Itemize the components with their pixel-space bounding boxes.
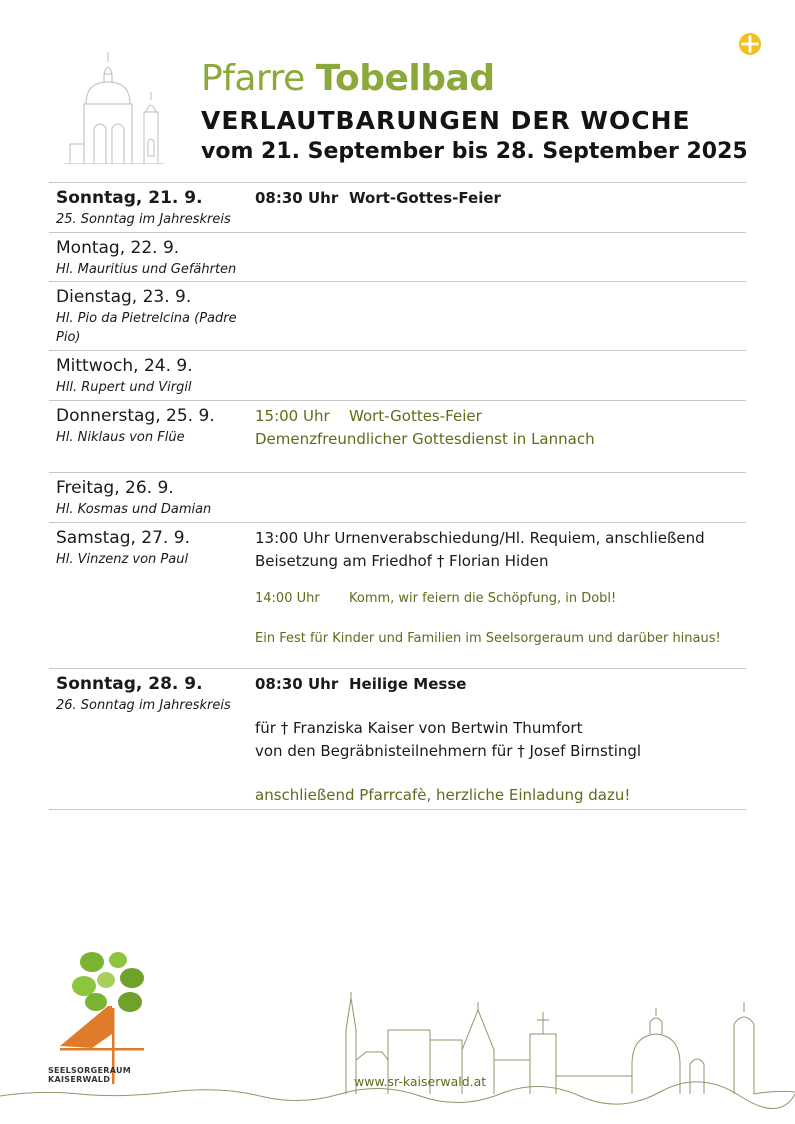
event-line xyxy=(255,187,745,210)
day-row-monday-22 xyxy=(49,233,746,282)
event-title: Heilige Messe xyxy=(349,675,467,693)
parish-name: Tobelbad xyxy=(315,58,495,99)
feast-name: 25. Sonntag im Jahreskreis xyxy=(56,212,231,227)
title-block xyxy=(201,58,748,164)
event-title: Komm, wir feiern die Schöpfung, in Dobl! xyxy=(349,591,617,606)
feast-name: Hll. Rupert und Virgil xyxy=(56,380,192,395)
diocese-cross-logo-icon xyxy=(739,33,761,55)
feast-name: Hl. Pio da Pietrelcina (Padre Pio) xyxy=(56,311,237,345)
day-row-sunday-21 xyxy=(49,183,746,233)
day-name: Sonntag, 21. 9. xyxy=(56,188,203,208)
feast-name: Hl. Vinzenz von Paul xyxy=(56,552,189,567)
brand-line-2: KAISERWALD xyxy=(48,1075,111,1084)
feast-name: Hl. Kosmas und Damian xyxy=(56,502,212,517)
day-name: Sonntag, 28. 9. xyxy=(56,674,203,694)
day-row-tuesday-23 xyxy=(49,282,746,351)
event-line xyxy=(255,405,745,428)
date-range: vom 21. September bis 28. September 2025 xyxy=(201,139,748,164)
event-note: Ein Fest für Kinder und Familien im Seelsorgeraum und darüber hinaus! xyxy=(255,631,721,646)
event-time: 08:30 Uhr xyxy=(255,675,339,693)
footer-brand xyxy=(48,1066,131,1084)
website-link[interactable]: www.sr-kaiserwald.at xyxy=(354,1074,487,1089)
event-time: 14:00 Uhr xyxy=(255,591,320,606)
event-note: von den Begräbnisteilnehmern für † Josef Birnstingl xyxy=(255,742,642,760)
brand-line-1: SEELSORGERAUM xyxy=(48,1066,132,1075)
day-name: Montag, 22. 9. xyxy=(56,238,180,258)
event-line xyxy=(255,587,745,610)
feast-name: Hl. Mauritius und Gefährten xyxy=(56,262,237,277)
day-row-sunday-28 xyxy=(49,669,746,810)
event-note: Beisetzung am Friedhof † Florian Hiden xyxy=(255,552,549,570)
event-title: Wort-Gottes-Feier xyxy=(349,189,501,207)
church-illustration-icon xyxy=(64,52,164,164)
event-note: für † Franziska Kaiser von Bertwin Thumfort xyxy=(255,719,583,737)
day-row-wednesday-24 xyxy=(49,351,746,401)
day-name: Mittwoch, 24. 9. xyxy=(56,356,193,376)
page-heading: VERLAUTBARUNGEN DER WOCHE xyxy=(201,106,691,135)
day-row-saturday-27 xyxy=(49,523,746,669)
feast-name: Hl. Niklaus von Flüe xyxy=(56,430,185,445)
day-name: Dienstag, 23. 9. xyxy=(56,287,192,307)
day-name: Samstag, 27. 9. xyxy=(56,528,190,548)
day-name: Freitag, 26. 9. xyxy=(56,478,174,498)
feast-name: 26. Sonntag im Jahreskreis xyxy=(56,698,231,713)
event-time: 15:00 Uhr xyxy=(255,407,330,425)
weekly-schedule xyxy=(49,182,746,810)
parish-prefix: Pfarre xyxy=(201,58,305,99)
event-note: anschließend Pfarrcafè, herzliche Einladung dazu! xyxy=(255,786,631,804)
event-time: 08:30 Uhr xyxy=(255,189,339,207)
day-name: Donnerstag, 25. 9. xyxy=(56,406,215,426)
event-line xyxy=(255,673,745,696)
day-row-thursday-25 xyxy=(49,401,746,473)
day-row-friday-26 xyxy=(49,473,746,523)
event-note: Demenzfreundlicher Gottesdienst in Lannach xyxy=(255,430,595,448)
event-note: 13:00 Uhr Urnenverabschiedung/Hl. Requiem, anschließend xyxy=(255,529,705,547)
parish-title xyxy=(201,58,748,100)
event-title: Wort-Gottes-Feier xyxy=(349,407,482,425)
